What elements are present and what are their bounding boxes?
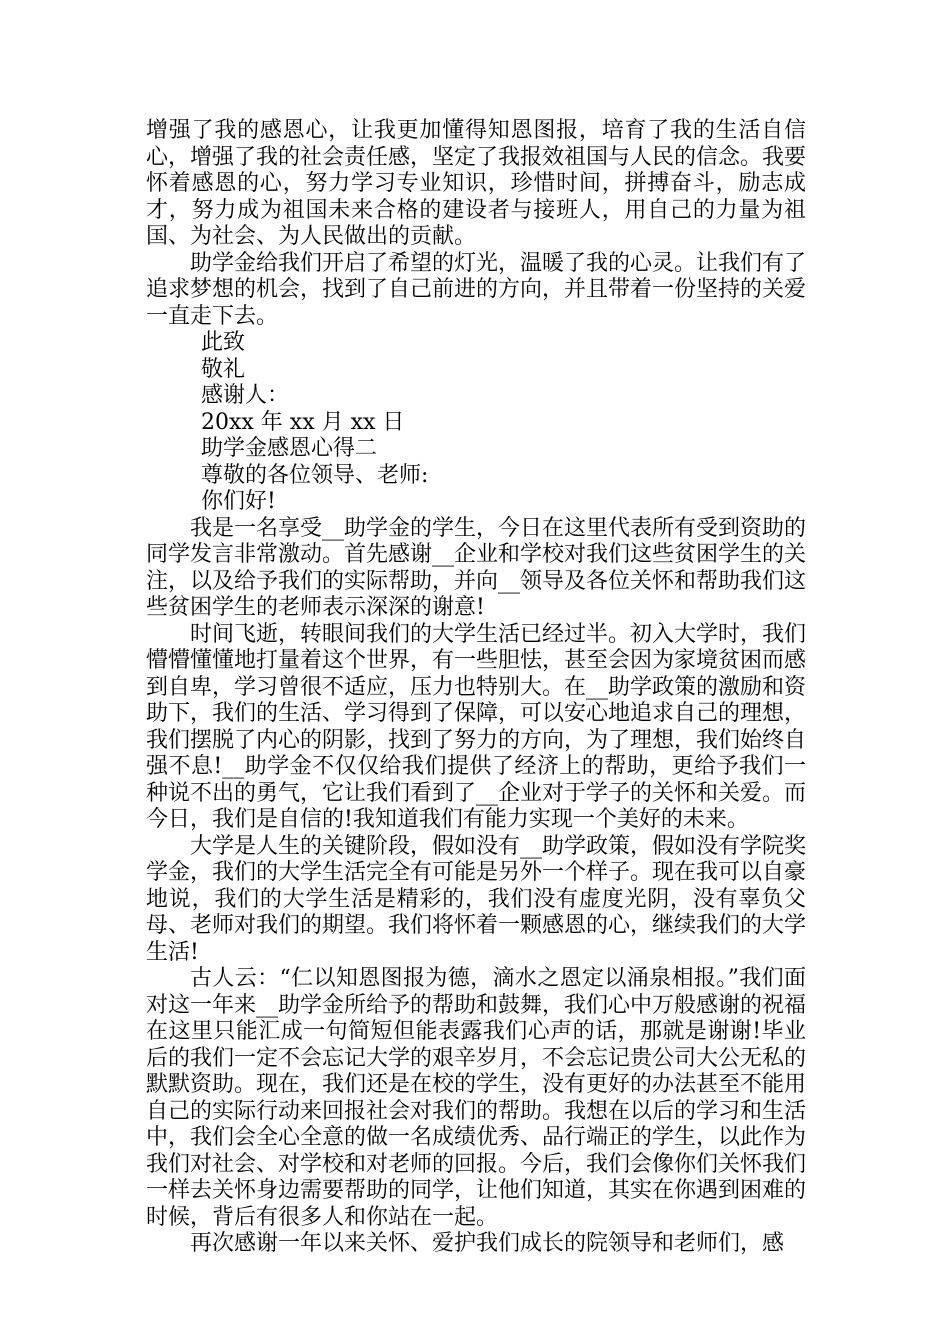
document-page [146, 118, 806, 1258]
letter2-paragraph-2: 时间飞逝，转眼间我们的大学生活已经过半。初入大学时，我们懵懵懂懂地打量着这个世界，有一些胆怯，甚至会因为家境贫困而感到自卑，学习曾很不适应，压力也特别大。在__助学政策的激励和资助下，我们的生活、学习得到了保障，可以安心地追求自己的理想，我们摆脱了内心的阴影，找到了努力的方向，为了理想，我们始终自强不息!__助学金不仅仅给我们提供了经济上的帮助，更给予我们一种说不出的勇气，它让我们看到了__企业对于学子的关怀和关爱。而今日，我们是自信的!我知道我们有能力实现一个美好的未来。 [146, 621, 807, 832]
letter2-paragraph-1: 我是一名享受__助学金的学生，今日在这里代表所有受到资助的同学发言非常激动。首先感谢__企业和学校对我们这些贫困学生的关注，以及给予我们的实际帮助，并向__领导及各位关怀和帮助我们这些贫困学生的老师表示深深的谢意! [146, 515, 807, 620]
section-title: 助学金感恩心得二 [201, 436, 378, 461]
letter1-paragraph-1: 增强了我的感恩心，让我更加懂得知恩图报，培育了我的生活自信心，增强了我的社会责任感，坚定了我报效祖国与人民的信念。我要怀着感恩的心，努力学习专业知识，珍惜时间，拼搏奋斗，励志成才，努力成为祖国未来合格的建设者与接班人，用自己的力量为祖国、为社会、为人民做出的贡献。 [146, 118, 807, 249]
letter-date: 20xx 年 xx 月 xx 日 [201, 409, 405, 435]
letter1-paragraph-2: 助学金给我们开启了希望的灯光，温暖了我的心灵。让我们有了追求梦想的机会，找到了自己前进的方向，并且带着一份坚持的关爱一直走下去。 [146, 250, 807, 329]
closing-zhizhi: 此致 [201, 330, 246, 355]
signature-label: 感谢人： [201, 383, 290, 408]
letter2-paragraph-4: 古人云：“仁以知恩图报为德，滴水之恩定以涌泉相报。”我们面对这一年来__助学金所给予的帮助和鼓舞，我们心中万般感谢的祝福在这里只能汇成一句简短但能表露我们心声的话，那就是谢谢!毕业后的我们一定不会忘记大学的艰辛岁月，不会忘记贵公司大公无私的默默资助。现在，我们还是在校的学生，没有更好的办法甚至不能用自己的实际行动来回报社会对我们的帮助。我想在以后的学习和生活中，我们会全心全意的做一名成绩优秀、品行端正的学生，以此作为我们对社会、对学校和对老师的回报。今后，我们会像你们关怀我们一样去关怀身边需要帮助的同学，让他们知道，其实在你遇到困难的时候，背后有很多人和你站在一起。 [146, 966, 807, 1230]
letter2-paragraph-3: 大学是人生的关键阶段，假如没有__助学政策，假如没有学院奖学金，我们的大学生活完全有可能是另外一个样子。现在我可以自豪地说，我们的大学生活是精彩的，我们没有虚度光阴，没有辜负父母、老师对我们的期望。我们将怀着一颗感恩的心，继续我们的大学生活! [146, 833, 807, 965]
closing-jingli: 敬礼 [201, 356, 246, 382]
letter2-paragraph-5: 再次感谢一年以来关怀、爱护我们成长的院领导和老师们，感 [190, 1231, 785, 1256]
greeting: 你们好! [201, 489, 276, 514]
salutation: 尊敬的各位领导、老师: [201, 462, 429, 488]
